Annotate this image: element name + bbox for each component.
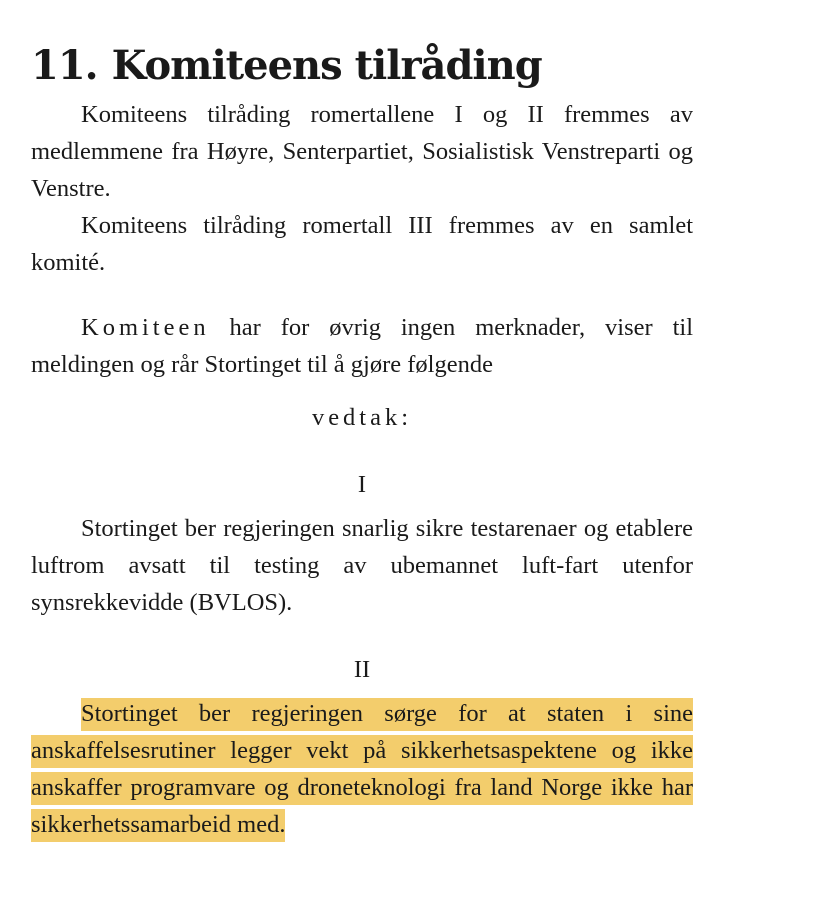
- committee-remarks-text: har for øvrig ingen merknader, viser til meldingen og rår Stortinget til å gjøre følgende: [31, 314, 693, 378]
- paragraph-committee-remarks: [31, 309, 693, 383]
- section-number: 11.: [31, 42, 98, 89]
- highlighted-resolution-text: Stortinget ber regjeringen sørge for at staten i sine anskaffelsesrutiner legger vekt på sikkerhetsaspektene og ikke anskaffer programvare og droneteknologi fra land Norge ikke har sikkerhetssamarbeid med.: [31, 698, 693, 842]
- document-page: [31, 38, 693, 843]
- paragraph-recommendation-majority: Komiteens tilråding romertallene I og II fremmes av medlemmene fra Høyre, Senterpartiet, Sosialistisk Venstreparti og Venstre.: [31, 101, 693, 202]
- paragraph-recommendation-unanimous: Komiteens tilråding romertall III fremmes av en samlet komité.: [31, 212, 693, 276]
- committee-spaced-word: Komiteen: [81, 314, 210, 341]
- resolution-numeral-1: I: [357, 471, 367, 498]
- resolution-text-1: Stortinget ber regjeringen snarlig sikre testarenaer og etablere luftrom avsatt til testing av ubemannet luft-fart utenfor synsrekkevidde (BVLOS).: [31, 515, 693, 616]
- section-title: Komiteens tilråding: [111, 42, 542, 89]
- vedtak-label: vedtak:: [311, 404, 413, 431]
- resolution-numeral-2: II: [353, 656, 371, 683]
- section-heading: [31, 38, 693, 94]
- resolution-text-2: [31, 695, 693, 843]
